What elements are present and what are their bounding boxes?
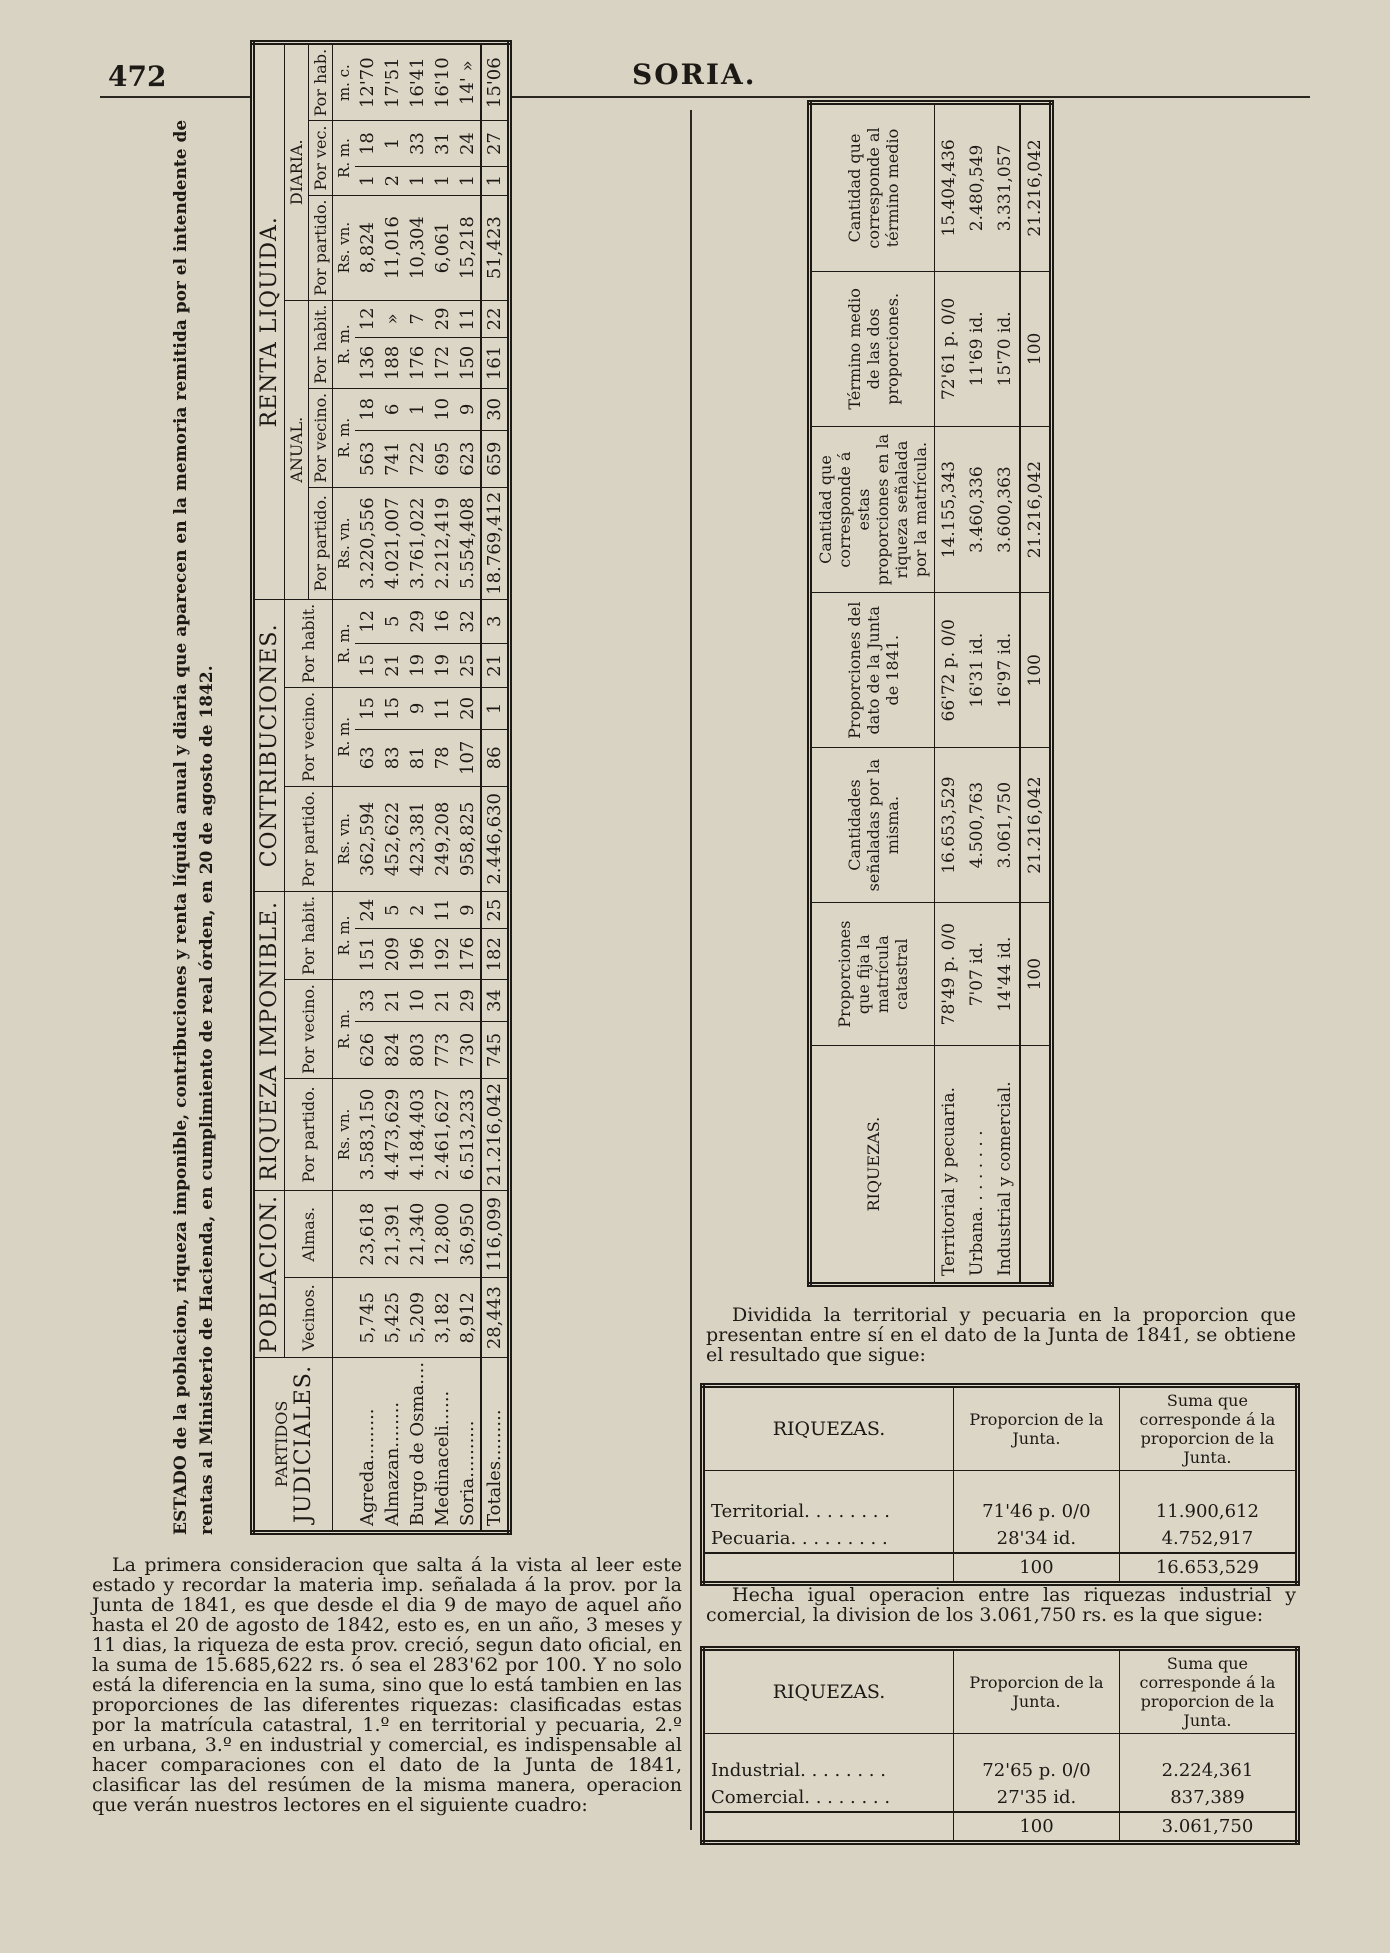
cell-c3: 15.404,436: [935, 103, 964, 272]
cell-p2: 16'31 id.: [963, 593, 991, 748]
cell-con-hab-m: 5: [380, 599, 405, 643]
header-vecinos: Vecinos.: [285, 1278, 333, 1357]
total-c1: 21.216,042: [1020, 748, 1052, 903]
cell-an-hab-m: 29: [430, 300, 455, 337]
cell-name: Totales.........: [481, 1357, 510, 1532]
cell-riq-hab-r: 196: [405, 929, 430, 980]
ic-header-riquezas: RIQUEZAS.: [703, 1649, 954, 1734]
cell-name: Agreda.........: [357, 1408, 378, 1526]
header-an-habit: Por habit.: [309, 300, 333, 388]
cell-con-hab-m: 12: [355, 599, 380, 643]
estado-caption: [168, 105, 220, 1535]
cell-riq-hab-m: 24: [355, 891, 380, 928]
cell-con-vec-m: 9: [405, 687, 430, 729]
cell-con-part: 423,381: [405, 786, 430, 891]
header-con-habit: Por habit.: [285, 599, 333, 687]
total-c3: 21.216,042: [1020, 103, 1052, 272]
cell-di-hab: 12'70: [355, 42, 380, 121]
cell-name: Territorial y pecuaria.: [939, 1086, 959, 1276]
cell-riq-hab-r: 182: [481, 929, 510, 980]
cell-vecinos: 8,912: [455, 1278, 481, 1357]
cell-an-vec-m: 30: [481, 388, 510, 430]
cell-di-vec-m: 24: [455, 121, 481, 166]
cell-riq-hab-m: 9: [455, 891, 481, 928]
cell-an-hab-r: 136: [355, 338, 380, 389]
table-total-row: 100 16.653,529: [703, 1553, 1298, 1584]
header-renta: RENTA LIQUIDA.: [253, 42, 285, 599]
cell-an-vec-r: 563: [355, 430, 380, 487]
header-anual: ANUAL.: [285, 300, 309, 599]
cell-p3: 15'70 id.: [991, 271, 1020, 426]
cell-c3: 3.331,057: [991, 103, 1020, 272]
cell-riq-part: 4.184,403: [405, 1078, 430, 1190]
cell-riq-vec-m: 21: [430, 980, 455, 1022]
table-row: [455, 42, 481, 1532]
table-row: Comercial. . . . . . . . 27'35 id. 837,389: [703, 1784, 1298, 1812]
cell-riq-hab-m: 2: [405, 891, 430, 928]
cell-riq-vec-r: 745: [481, 1022, 510, 1079]
cell-di-vec-r: 1: [355, 166, 380, 195]
cell-di-hab: 16'10: [430, 42, 455, 121]
cell-p2: 16'97 id.: [991, 593, 1020, 748]
cell-c2: 3.460,336: [963, 426, 991, 593]
cell-an-hab-m: 12: [355, 300, 380, 337]
cell-an-part: 2.212,419: [430, 487, 455, 599]
cell-con-part: 249,208: [430, 786, 455, 891]
cell-name: Industrial y comercial.: [995, 1081, 1015, 1276]
page-title: SORIA.: [632, 58, 757, 91]
cell-riq-vec-m: 21: [380, 980, 405, 1022]
cell-con-hab-m: 32: [455, 599, 481, 643]
cell-an-hab-m: »: [380, 300, 405, 337]
table-row: [355, 42, 380, 1532]
total-p3: 100: [1020, 271, 1052, 426]
header-poblacion: POBLACION.: [253, 1191, 285, 1358]
header-con-vecino: Por vecino.: [285, 687, 333, 786]
territorial-pecuaria-table: [700, 1383, 1300, 1586]
cell-con-part: 362,594: [355, 786, 380, 891]
cell-di-vec-r: 1: [430, 166, 455, 195]
estado-caption-text: de la poblacion, riqueza imponible, contribuciones y renta líquida anual y diaria que aparecen en la memoria remitida por el intendente de rentas al Ministerio de Hacienda, en cumplimiento de real órden, en 20 de agosto de 1842.: [171, 119, 217, 1535]
cell-con-vec-m: 15: [355, 687, 380, 729]
table-row: Pecuaria. . . . . . . . . 28'34 id. 4.752,917: [703, 1525, 1298, 1553]
cell-con-vec-m: 11: [430, 687, 455, 729]
cell-an-vec-r: 623: [455, 430, 481, 487]
cell-con-hab-r: 19: [430, 643, 455, 687]
cell-p1: 7'07 id.: [963, 903, 991, 1046]
cell-an-part: 4.021,007: [380, 487, 405, 599]
cell-con-hab-r: 15: [355, 643, 380, 687]
cell-di-vec-r: 1: [455, 166, 481, 195]
units-row: Rs. vn. R. m. R. m. Rs. vn. R. m. R. m. Rs. vn. R. m. R. m. Rs. vn. R. m. m. c.: [333, 42, 356, 1532]
cell-con-part: 958,825: [455, 786, 481, 891]
cell-con-vec-m: 20: [455, 687, 481, 729]
cell-con-hab-r: 19: [405, 643, 430, 687]
page-number: 472: [108, 60, 167, 93]
header-riq-partido: Por partido.: [285, 1078, 333, 1190]
header-an-vecino: Por vecino.: [309, 388, 333, 487]
header-riquezas: RIQUEZAS.: [810, 1046, 935, 1285]
cell-riq-vec-r: 773: [430, 1022, 455, 1079]
cell-an-vec-r: 695: [430, 430, 455, 487]
cell-di-vec-m: 18: [355, 121, 380, 166]
total-p1: 100: [1020, 903, 1052, 1046]
cell-name: Almazan........: [382, 1401, 403, 1526]
proporciones-table-holder: [807, 100, 1054, 1287]
total-p2: 100: [1020, 593, 1052, 748]
cell-riq-hab-r: 192: [430, 929, 455, 980]
header-prop-matricula: Proporciones que fija la matrícula catastral: [810, 903, 935, 1046]
cell-c3: 2.480,549: [963, 103, 991, 272]
paragraph-industrial: Hecha igual operacion entre las riquezas industrial y comercial, la division de los 3.061,750 rs. es la que sigue:: [706, 1584, 1296, 1626]
header-contribuciones: CONTRIBUCIONES.: [253, 599, 285, 891]
cell-an-hab-r: 150: [455, 338, 481, 389]
cell-c1: 16.653,529: [935, 748, 964, 903]
cell-con-hab-m: 29: [405, 599, 430, 643]
cell-vecinos: 28,443: [481, 1278, 510, 1357]
cell-riq-part: 6.513,233: [455, 1078, 481, 1190]
cell-name: Burgo de Osma....: [407, 1361, 428, 1526]
cell-di-part: 6,061: [430, 195, 455, 300]
cell-con-vec-r: 81: [405, 729, 430, 786]
cell-con-part: 452,622: [380, 786, 405, 891]
cell-con-vec-r: 63: [355, 729, 380, 786]
cell-riq-vec-r: 824: [380, 1022, 405, 1079]
cell-vecinos: 5,425: [380, 1278, 405, 1357]
cell-c1: 4.500,763: [963, 748, 991, 903]
cell-vecinos: 3,182: [430, 1278, 455, 1357]
cell-con-vec-m: 1: [481, 687, 510, 729]
cell-an-vec-m: 10: [430, 388, 455, 430]
cell-p3: 72'61 p. 0/0: [935, 271, 964, 426]
table-total-row: [1020, 103, 1052, 1285]
cell-riq-vec-r: 803: [405, 1022, 430, 1079]
paragraph-left: La primera consideracion que salta á la vista al leer este estado y recordar la materia imp. señalada á la prov. por la Junta de 1841, es que desde el dia 9 de mayo de aquel año hasta el 20 de agosto de 1842, esto es, en un año, 3 meses y 11 dias, la riqueza de esta prov. creció, segun dato oficial, en la suma de 15.685,622 rs. ó sea el 283'62 por 100. Y no solo está la diferencia en la suma, sino que lo está tambien en las proporciones de las diferentes riquezas: clasificadas estas por la matrícula catastral, 1.º en territorial y pecuaria, 2.º en urbana, 3.º en industrial y comercial, es indispensable al hacer comparaciones con el dato de la Junta de 1841, clasificar las del resúmen de la misma manera, operacion que verán nuestros lectores en el siguiente cuadro:: [92, 1554, 682, 1816]
cell-di-part: 11,016: [380, 195, 405, 300]
cell-riq-hab-r: 176: [455, 929, 481, 980]
cell-riq-part: 21.216,042: [481, 1078, 510, 1190]
cell-p2: 66'72 p. 0/0: [935, 593, 964, 748]
header-di-partido: Por partido.: [309, 195, 333, 300]
cell-di-vec-r: 2: [380, 166, 405, 195]
header-an-partido: Por partido.: [309, 487, 333, 599]
cell-almas: 116,099: [481, 1191, 510, 1278]
cell-di-vec-m: 31: [430, 121, 455, 166]
cell-p1: 14'44 id.: [991, 903, 1020, 1046]
cell-c1: 3.061,750: [991, 748, 1020, 903]
cell-con-vec-r: 83: [380, 729, 405, 786]
table-row: [991, 103, 1020, 1285]
cell-riq-vec-m: 29: [455, 980, 481, 1022]
header-partidos: PARTIDOS JUDICIALES.: [253, 1357, 333, 1532]
cell-di-part: 15,218: [455, 195, 481, 300]
table-row: [430, 42, 455, 1532]
cell-di-hab: 14' »: [455, 42, 481, 121]
cell-an-vec-m: 18: [355, 388, 380, 430]
header-riqueza: RIQUEZA IMPONIBLE.: [253, 891, 285, 1190]
cell-con-vec-r: 78: [430, 729, 455, 786]
cell-di-vec-r: 1: [481, 166, 510, 195]
cell-an-hab-m: 7: [405, 300, 430, 337]
table-row: [935, 103, 964, 1285]
table-row: Industrial. . . . . . . . 72'65 p. 0/0 2.224,361: [703, 1734, 1298, 1785]
estado-caption-lead: ESTADO: [171, 1455, 191, 1535]
industrial-comercial-table: [700, 1646, 1300, 1845]
header-cant-corresp: Cantidad que corresponde á estas proporciones en la riqueza señalada por la matrícula.: [810, 426, 935, 593]
cell-con-hab-r: 21: [481, 643, 510, 687]
table-row: [963, 103, 991, 1285]
cell-an-hab-r: 176: [405, 338, 430, 389]
cell-c2: 14.155,343: [935, 426, 964, 593]
cell-con-hab-m: 16: [430, 599, 455, 643]
cell-p3: 11'69 id.: [963, 271, 991, 426]
tp-header-suma: Suma que corresponde á la proporcion de la Junta.: [1119, 1386, 1297, 1471]
cell-riq-hab-m: 25: [481, 891, 510, 928]
cell-vecinos: 5,745: [355, 1278, 380, 1357]
header-termino: Término medio de las dos proporciones.: [810, 271, 935, 426]
cell-an-part: 18.769,412: [481, 487, 510, 599]
cell-riq-vec-m: 34: [481, 980, 510, 1022]
cell-con-vec-r: 107: [455, 729, 481, 786]
cell-name: Soria..........: [457, 1420, 478, 1526]
estado-table: [250, 40, 512, 1535]
ic-header-suma: Suma que corresponde á la proporcion de la Junta.: [1119, 1649, 1297, 1734]
cell-almas: 21,340: [405, 1191, 430, 1278]
cell-an-hab-r: 172: [430, 338, 455, 389]
cell-an-vec-m: 6: [380, 388, 405, 430]
header-prop-junta: Proporciones del dato de la Junta de 1841.: [810, 593, 935, 748]
total-c2: 21.216,042: [1020, 426, 1052, 593]
header-di-vec: Por vec.: [309, 121, 333, 195]
cell-riq-vec-r: 626: [355, 1022, 380, 1079]
cell-an-hab-m: 11: [455, 300, 481, 337]
cell-an-hab-r: 188: [380, 338, 405, 389]
estado-table-holder: [250, 40, 512, 1535]
cell-con-vec-r: 86: [481, 729, 510, 786]
cell-an-vec-r: 722: [405, 430, 430, 487]
cell-con-vec-m: 15: [380, 687, 405, 729]
cell-di-hab: 16'41: [405, 42, 430, 121]
header-con-partido: Por partido.: [285, 786, 333, 891]
cell-di-vec-r: 1: [405, 166, 430, 195]
cell-riq-vec-m: 10: [405, 980, 430, 1022]
header-riq-vecino: Por vecino.: [285, 980, 333, 1079]
cell-riq-hab-m: 5: [380, 891, 405, 928]
cell-riq-hab-m: 11: [430, 891, 455, 928]
column-separator: [690, 110, 692, 1830]
cell-riq-vec-m: 33: [355, 980, 380, 1022]
cell-name: Medinaceli......: [432, 1390, 453, 1526]
cell-an-part: 5.554,408: [455, 487, 481, 599]
paragraph-territorial: Dividida la territorial y pecuaria en la proporcion que presentan entre sí en el dato de la Junta de 1841, se obtiene el resultado que sigue:: [706, 1304, 1296, 1366]
cell-an-hab-m: 22: [481, 300, 510, 337]
header-almas: Almas.: [285, 1191, 333, 1278]
cell-riq-vec-r: 730: [455, 1022, 481, 1079]
cell-an-hab-r: 161: [481, 338, 510, 389]
tp-header-riquezas: RIQUEZAS.: [703, 1386, 954, 1471]
cell-di-hab: 15'06: [481, 42, 510, 121]
tp-header-prop: Proporcion de la Junta.: [953, 1386, 1119, 1471]
cell-di-vec-m: 33: [405, 121, 430, 166]
table-total-row: [481, 42, 510, 1532]
header-di-hab: Por hab.: [309, 42, 333, 121]
cell-di-part: 8,824: [355, 195, 380, 300]
proporciones-table: [807, 100, 1054, 1287]
table-row: Territorial. . . . . . . . 71'46 p. 0/0 11.900,612: [703, 1471, 1298, 1526]
cell-di-vec-m: 27: [481, 121, 510, 166]
cell-almas: 12,800: [430, 1191, 455, 1278]
cell-di-part: 51,423: [481, 195, 510, 300]
cell-vecinos: 5,209: [405, 1278, 430, 1357]
header-cant-matricula: Cantidades señaladas por la misma.: [810, 748, 935, 903]
cell-an-part: 3.761,022: [405, 487, 430, 599]
cell-di-vec-m: 1: [380, 121, 405, 166]
table-row: [380, 42, 405, 1532]
cell-con-hab-r: 21: [380, 643, 405, 687]
cell-con-part: 2.446,630: [481, 786, 510, 891]
cell-almas: 36,950: [455, 1191, 481, 1278]
cell-p1: 78'49 p. 0/0: [935, 903, 964, 1046]
cell-riq-part: 4.473,629: [380, 1078, 405, 1190]
cell-riq-part: 3.583,150: [355, 1078, 380, 1190]
cell-di-hab: 17'51: [380, 42, 405, 121]
cell-an-vec-r: 659: [481, 430, 510, 487]
cell-an-part: 3.220,556: [355, 487, 380, 599]
ic-header-prop: Proporcion de la Junta.: [954, 1649, 1120, 1734]
cell-con-hab-m: 3: [481, 599, 510, 643]
header-riq-habit: Por habit.: [285, 891, 333, 979]
cell-an-vec-m: 1: [405, 388, 430, 430]
cell-riq-part: 2.461,627: [430, 1078, 455, 1190]
table-row: [405, 42, 430, 1532]
cell-riq-hab-r: 209: [380, 929, 405, 980]
table-total-row: 100 3.061,750: [703, 1812, 1298, 1843]
cell-di-part: 10,304: [405, 195, 430, 300]
header-diaria: DIARIA.: [285, 42, 309, 300]
cell-con-hab-r: 25: [455, 643, 481, 687]
cell-c2: 3.600,363: [991, 426, 1020, 593]
cell-name: Urbana. . . . . . . .: [967, 1130, 987, 1276]
header-cant-termino: Cantidad que corresponde al término medio: [810, 103, 935, 272]
cell-riq-hab-r: 151: [355, 929, 380, 980]
cell-almas: 23,618: [355, 1191, 380, 1278]
cell-an-vec-m: 9: [455, 388, 481, 430]
cell-an-vec-r: 741: [380, 430, 405, 487]
cell-almas: 21,391: [380, 1191, 405, 1278]
